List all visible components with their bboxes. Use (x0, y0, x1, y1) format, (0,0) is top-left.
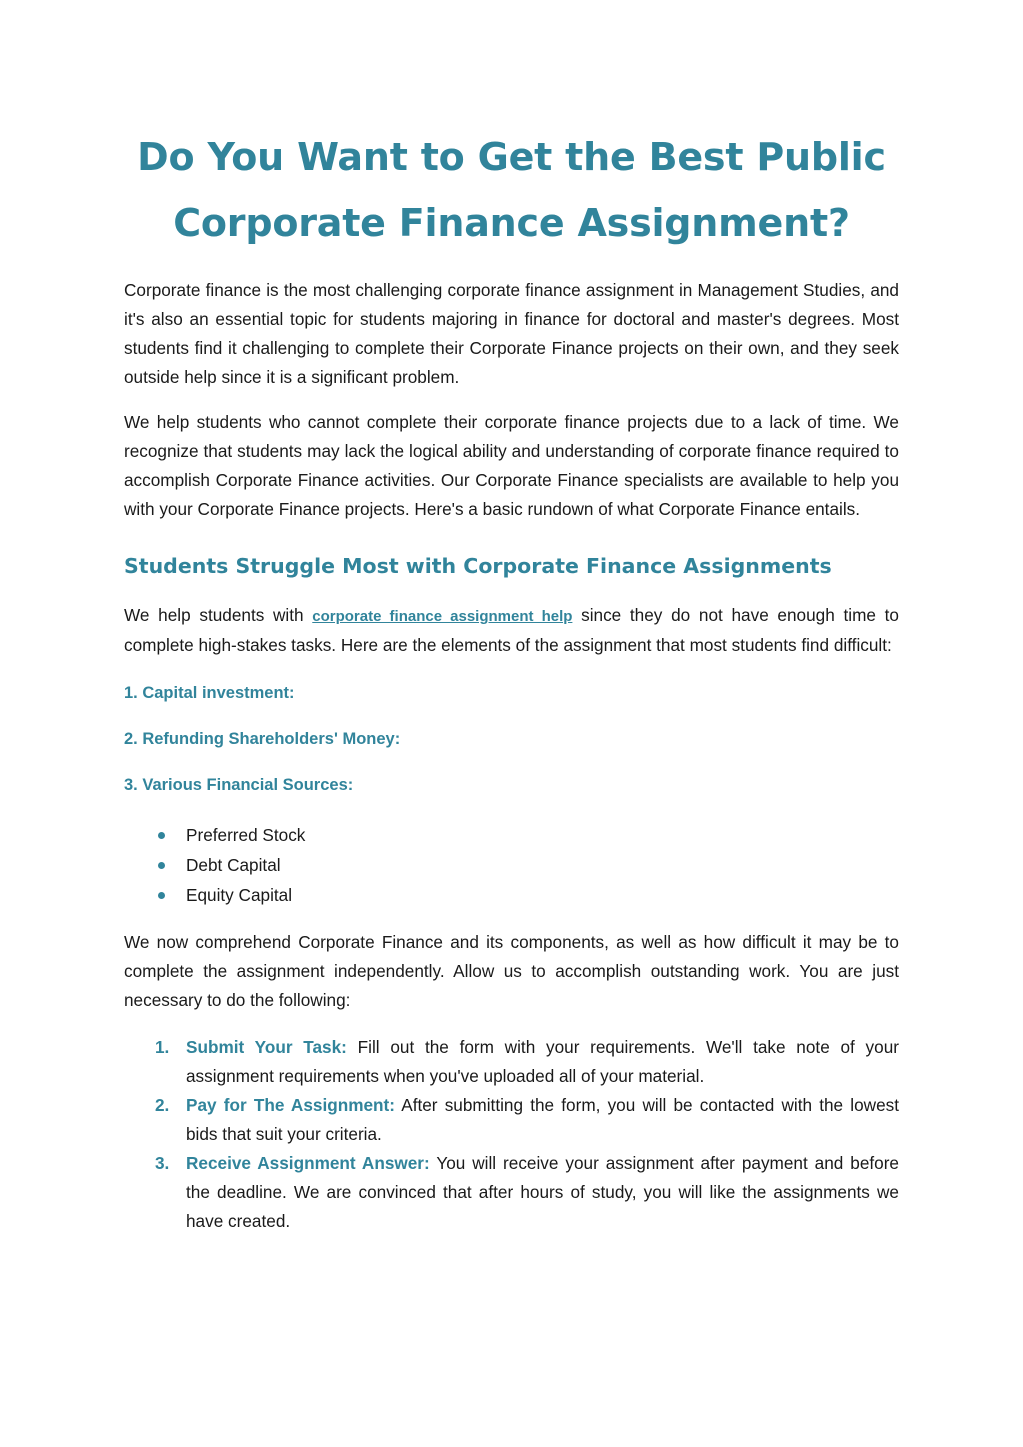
step-number: 3. (155, 1153, 170, 1173)
bullet-icon (158, 832, 165, 839)
steps-list (124, 1033, 899, 1236)
closing-paragraph: We now comprehend Corporate Finance and its components, as well as how difficult it may be to complete the assignment independently. Allow us to accomplish outstanding work. You are just necessary to do the following: (124, 932, 899, 1010)
page-title (124, 124, 899, 256)
step-item (124, 1091, 899, 1149)
intro-paragraph-1: Corporate finance is the most challenging corporate finance assignment in Management Studies, and it's also an essential topic for students majoring in finance for doctoral and master's degrees. Most students find it challenging to complete their Corporate Finance projects on their own, and they seek outside help since it is a significant problem. (124, 280, 899, 387)
list-item (124, 820, 899, 850)
bullet-icon (158, 892, 165, 899)
step-number: 2. (155, 1095, 170, 1115)
step-lead: Receive Assignment Answer: (186, 1153, 430, 1173)
bullet-icon (158, 862, 165, 869)
step-text: After submitting the form, you will be contacted with the lowest bids that suit your criteria. (186, 1095, 899, 1144)
title-line-1: Do You Want to Get the Best Public (137, 135, 886, 179)
list-item-text: Debt Capital (186, 855, 281, 875)
numbered-heading-financial-sources: 3. Various Financial Sources: (124, 776, 354, 794)
step-lead: Submit Your Task: (186, 1037, 347, 1057)
financial-sources-list (124, 820, 899, 910)
list-item (124, 880, 899, 910)
step-lead: Pay for The Assignment: (186, 1095, 396, 1115)
section-paragraph-end: since they do not have enough time to complete high-stakes tasks. Here are the elements of the assignment that most students find difficult: (124, 605, 899, 655)
step-item (124, 1033, 899, 1091)
numbered-heading-refunding: 2. Refunding Shareholders' Money: (124, 730, 401, 748)
list-item-text: Equity Capital (186, 885, 293, 905)
section-paragraph-start: We help students with (124, 605, 313, 625)
title-line-2: Corporate Finance Assignment? (173, 201, 850, 245)
list-item (124, 850, 899, 880)
numbered-heading-capital-investment: 1. Capital investment: (124, 684, 295, 702)
step-text: Fill out the form with your requirements. We'll take note of your assignment requirements when you've uploaded all of your material. (186, 1037, 899, 1086)
section-paragraph (124, 601, 899, 660)
step-text: You will receive your assignment after payment and before the deadline. We are convinced that after hours of study, you will like the assignments we have created. (186, 1153, 899, 1231)
list-item-text: Preferred Stock (186, 825, 306, 845)
assignment-help-link[interactable]: corporate finance assignment help (312, 608, 573, 625)
section-heading: Students Struggle Most with Corporate Finance Assignments (124, 554, 832, 578)
intro-paragraph-2: We help students who cannot complete their corporate finance projects due to a lack of time. We recognize that students may lack the logical ability and understanding of corporate finance required to accomplish Corporate Finance activities. Our Corporate Finance specialists are available to help you with your Corporate Finance projects. Here's a basic rundown of what Corporate Finance entails. (124, 412, 899, 519)
step-number: 1. (155, 1037, 170, 1057)
step-item (124, 1149, 899, 1236)
